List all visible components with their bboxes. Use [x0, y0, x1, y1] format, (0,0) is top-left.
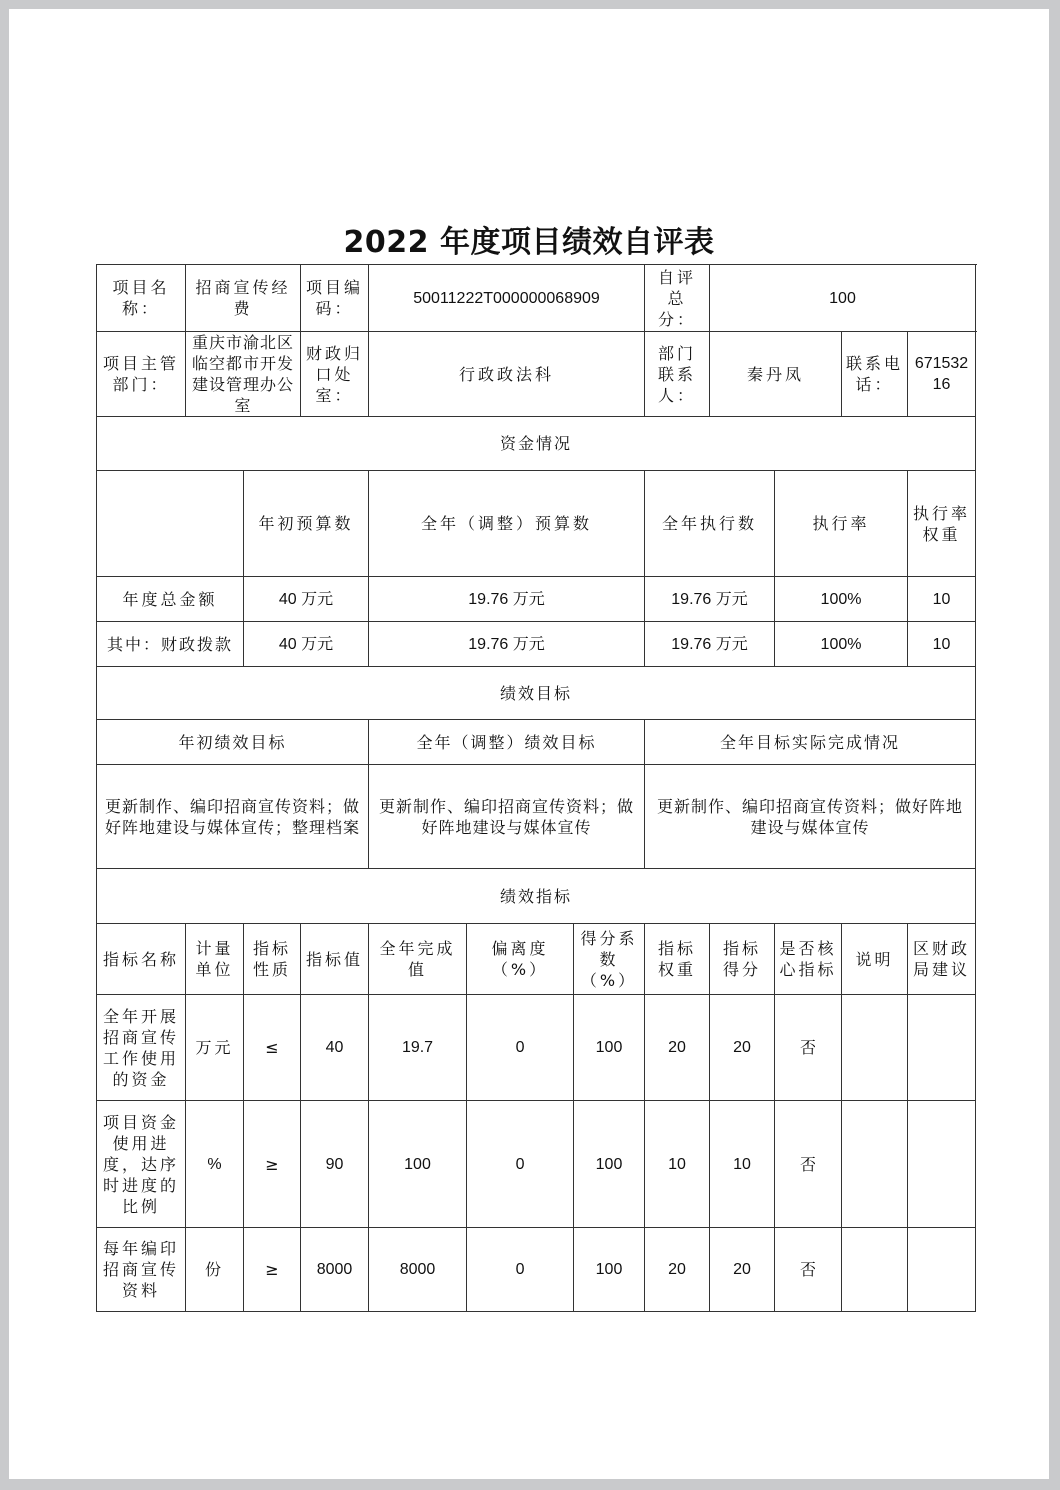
ind-note — [842, 1101, 908, 1228]
header-row-2 — [97, 332, 976, 417]
ind-score: 20 — [710, 1228, 775, 1312]
funds-row-weight: 10 — [908, 622, 976, 667]
project-code-value: 50011222T000000068909 — [369, 265, 645, 332]
document-page — [9, 9, 1049, 1479]
ind-name: 项目资金使用进度，达序时进度的比例 — [97, 1101, 186, 1228]
indicators-header-row — [97, 924, 976, 995]
ind-weight: 10 — [645, 1101, 710, 1228]
ind-score: 20 — [710, 995, 775, 1101]
ind-weight: 20 — [645, 1228, 710, 1312]
funds-col-rate: 执行率 — [775, 471, 908, 577]
funds-section-title: 资金情况 — [97, 417, 976, 471]
goals-header-row — [97, 720, 976, 765]
funds-row-label: 年度总金额 — [97, 577, 244, 622]
self-score-label: 自评总分： — [645, 265, 710, 332]
goals-section-title: 绩效目标 — [97, 667, 976, 720]
goals-col-initial: 年初绩效目标 — [97, 720, 369, 765]
evaluation-form-table — [96, 264, 976, 1312]
ind-suggest — [908, 1228, 976, 1312]
funds-row-rate: 100% — [775, 622, 908, 667]
funds-row-adjusted: 19.76 万元 — [369, 577, 645, 622]
funds-row-weight: 10 — [908, 577, 976, 622]
goals-initial-text: 更新制作、编印招商宣传资料；做好阵地建设与媒体宣传；整理档案 — [97, 765, 369, 869]
ind-coef: 100 — [574, 1228, 645, 1312]
indicator-row — [97, 995, 976, 1101]
funds-row — [97, 622, 976, 667]
project-code-label: 项目编码： — [301, 265, 369, 332]
goals-section-row — [97, 667, 976, 720]
ind-col-deviation: 偏离度（%） — [467, 924, 574, 995]
funds-row-initial: 40 万元 — [244, 622, 369, 667]
ind-col-completed: 全年完成值 — [369, 924, 467, 995]
ind-deviation: 0 — [467, 995, 574, 1101]
contact-value: 秦丹凤 — [710, 332, 842, 417]
self-score-value: 100 — [710, 265, 976, 332]
ind-note — [842, 995, 908, 1101]
ind-unit: % — [186, 1101, 244, 1228]
ind-col-score: 指标得分 — [710, 924, 775, 995]
ind-nature: ≥ — [244, 1228, 301, 1312]
ind-completed: 19.7 — [369, 995, 467, 1101]
ind-name: 每年编印招商宣传资料 — [97, 1228, 186, 1312]
funds-row-label: 其中：财政拨款 — [97, 622, 244, 667]
ind-col-coef: 得分系数（%） — [574, 924, 645, 995]
ind-col-suggest: 区财政局建议 — [908, 924, 976, 995]
ind-weight: 20 — [645, 995, 710, 1101]
phone-value: 67153216 — [908, 332, 976, 417]
funds-col-weight: 执行率权重 — [908, 471, 976, 577]
ind-core: 否 — [775, 1101, 842, 1228]
indicator-row — [97, 1228, 976, 1312]
goals-adjusted-text: 更新制作、编印招商宣传资料；做好阵地建设与媒体宣传 — [369, 765, 645, 869]
ind-nature: ≥ — [244, 1101, 301, 1228]
indicator-row — [97, 1101, 976, 1228]
ind-target: 8000 — [301, 1228, 369, 1312]
ind-col-name: 指标名称 — [97, 924, 186, 995]
funds-col-adjusted: 全年（调整）预算数 — [369, 471, 645, 577]
ind-unit: 份 — [186, 1228, 244, 1312]
ind-completed: 8000 — [369, 1228, 467, 1312]
ind-coef: 100 — [574, 1101, 645, 1228]
funds-header-row — [97, 471, 976, 577]
project-name-label: 项目名称： — [97, 265, 186, 332]
ind-col-unit: 计量单位 — [186, 924, 244, 995]
finance-office-label: 财政归口处室： — [301, 332, 369, 417]
ind-unit: 万元 — [186, 995, 244, 1101]
ind-col-nature: 指标性质 — [244, 924, 301, 995]
ind-score: 10 — [710, 1101, 775, 1228]
ind-col-target: 指标值 — [301, 924, 369, 995]
funds-col-initial: 年初预算数 — [244, 471, 369, 577]
goals-actual-text: 更新制作、编印招商宣传资料；做好阵地建设与媒体宣传 — [645, 765, 976, 869]
ind-target: 90 — [301, 1101, 369, 1228]
ind-suggest — [908, 995, 976, 1101]
ind-col-weight: 指标权重 — [645, 924, 710, 995]
goals-col-actual: 全年目标实际完成情况 — [645, 720, 976, 765]
funds-row-rate: 100% — [775, 577, 908, 622]
indicators-section-title: 绩效指标 — [97, 869, 976, 924]
ind-name: 全年开展招商宣传工作使用的资金 — [97, 995, 186, 1101]
ind-deviation: 0 — [467, 1101, 574, 1228]
finance-office-value: 行政政法科 — [369, 332, 645, 417]
goals-content-row — [97, 765, 976, 869]
ind-completed: 100 — [369, 1101, 467, 1228]
header-row-1 — [97, 265, 976, 332]
ind-suggest — [908, 1101, 976, 1228]
funds-row-adjusted: 19.76 万元 — [369, 622, 645, 667]
funds-col-executed: 全年执行数 — [645, 471, 775, 577]
ind-core: 否 — [775, 1228, 842, 1312]
ind-col-note: 说明 — [842, 924, 908, 995]
ind-deviation: 0 — [467, 1228, 574, 1312]
funds-row-executed: 19.76 万元 — [645, 622, 775, 667]
project-name-value: 招商宣传经费 — [186, 265, 301, 332]
ind-nature: ≤ — [244, 995, 301, 1101]
contact-label: 部门联系人： — [645, 332, 710, 417]
ind-core: 否 — [775, 995, 842, 1101]
funds-header-blank — [97, 471, 244, 577]
page-title: 2022 年度项目绩效自评表 — [343, 225, 715, 260]
funds-row-executed: 19.76 万元 — [645, 577, 775, 622]
ind-coef: 100 — [574, 995, 645, 1101]
ind-col-core: 是否核心指标 — [775, 924, 842, 995]
dept-value: 重庆市渝北区临空都市开发建设管理办公室 — [186, 332, 301, 417]
funds-section-row — [97, 417, 976, 471]
indicators-section-row — [97, 869, 976, 924]
goals-col-adjusted: 全年（调整）绩效目标 — [369, 720, 645, 765]
phone-label: 联系电话： — [842, 332, 908, 417]
ind-note — [842, 1228, 908, 1312]
funds-row — [97, 577, 976, 622]
ind-target: 40 — [301, 995, 369, 1101]
funds-row-initial: 40 万元 — [244, 577, 369, 622]
dept-label: 项目主管部门： — [97, 332, 186, 417]
